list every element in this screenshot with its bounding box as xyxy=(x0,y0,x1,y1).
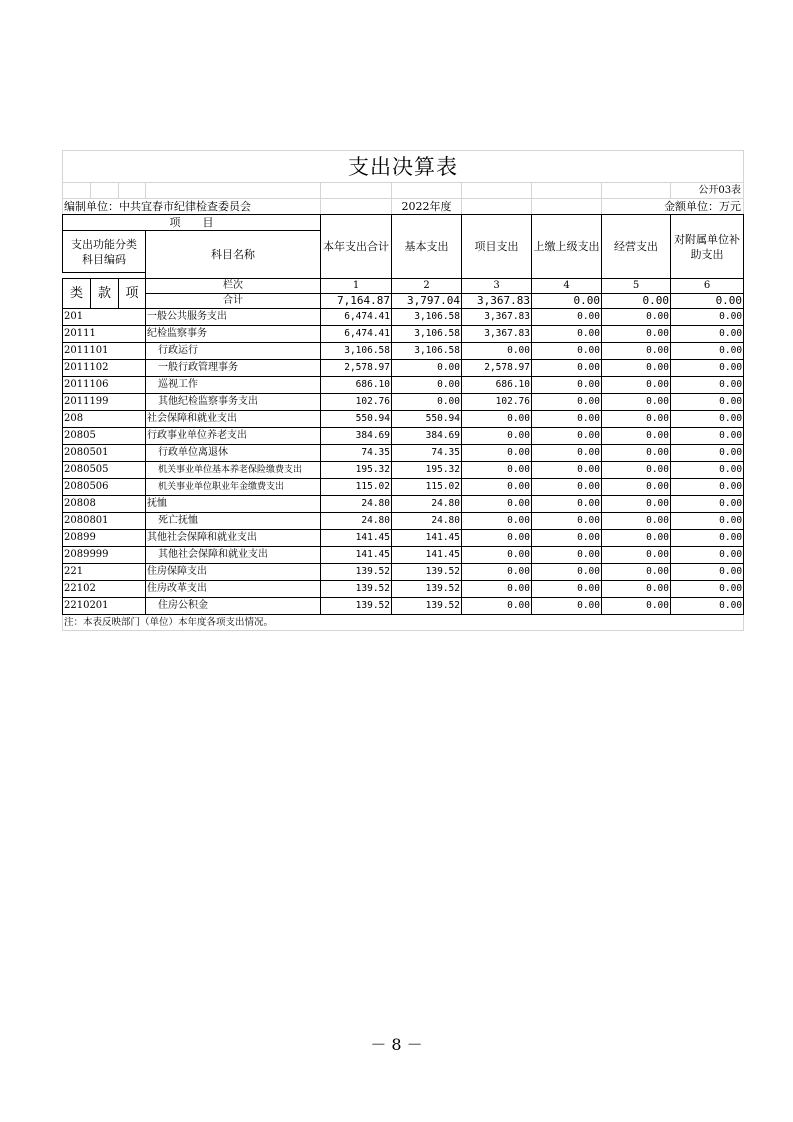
row-value: 141.45 xyxy=(321,547,392,564)
row-value: 0.00 xyxy=(602,326,671,343)
page-number: － 8 － xyxy=(370,1035,423,1054)
row-value: 102.76 xyxy=(462,394,532,411)
row-value: 139.52 xyxy=(321,581,392,598)
row-value: 0.00 xyxy=(532,394,602,411)
sum-label: 合计 xyxy=(146,294,321,309)
row-value: 0.00 xyxy=(462,598,532,615)
row-subject-name: 行政运行 xyxy=(146,343,321,360)
row-code: 2089999 xyxy=(63,547,146,564)
row-value: 0.00 xyxy=(602,496,671,513)
row-subject-name: 住房保障支出 xyxy=(146,564,321,581)
row-value: 74.35 xyxy=(392,445,462,462)
code-level-lei: 类 xyxy=(63,279,91,309)
row-value: 74.35 xyxy=(321,445,392,462)
row-value: 0.00 xyxy=(532,564,602,581)
table-row xyxy=(63,394,744,411)
row-value: 0.00 xyxy=(462,496,532,513)
row-value: 141.45 xyxy=(392,530,462,547)
row-value: 550.94 xyxy=(392,411,462,428)
code-level-kuan: 款 xyxy=(91,279,119,309)
table-title: 支出决算表 xyxy=(63,151,744,183)
row-value: 3,106.58 xyxy=(321,343,392,360)
sum-value: 7,164.87 xyxy=(321,294,392,309)
project-expense-header: 项目支出 xyxy=(462,215,532,279)
row-value: 141.45 xyxy=(392,547,462,564)
column-number: 3 xyxy=(462,279,532,294)
row-value: 3,106.58 xyxy=(392,309,462,326)
row-value: 0.00 xyxy=(671,326,744,343)
table-row xyxy=(63,428,744,445)
column-number: 4 xyxy=(532,279,602,294)
row-value: 141.45 xyxy=(321,530,392,547)
row-value: 0.00 xyxy=(532,496,602,513)
table-row xyxy=(63,377,744,394)
row-value: 0.00 xyxy=(392,377,462,394)
row-value: 0.00 xyxy=(602,513,671,530)
column-number: 6 xyxy=(671,279,744,294)
row-subject-name: 住房公积金 xyxy=(146,598,321,615)
row-subject-name: 机关事业单位职业年金缴费支出 xyxy=(146,479,321,496)
table-row xyxy=(63,564,744,581)
row-value: 0.00 xyxy=(532,445,602,462)
table-row xyxy=(63,530,744,547)
row-value: 24.80 xyxy=(321,496,392,513)
row-code: 2080501 xyxy=(63,445,146,462)
row-subject-name: 死亡抚恤 xyxy=(146,513,321,530)
row-value: 0.00 xyxy=(671,479,744,496)
row-value: 3,367.83 xyxy=(462,326,532,343)
row-value: 0.00 xyxy=(671,513,744,530)
row-subject-name: 住房改革支出 xyxy=(146,581,321,598)
row-value: 0.00 xyxy=(462,445,532,462)
row-value: 0.00 xyxy=(602,479,671,496)
total-header: 本年支出合计 xyxy=(321,215,392,279)
row-value: 686.10 xyxy=(462,377,532,394)
row-value: 0.00 xyxy=(532,428,602,445)
row-value: 0.00 xyxy=(671,343,744,360)
row-value: 0.00 xyxy=(532,462,602,479)
row-value: 686.10 xyxy=(321,377,392,394)
row-subject-name: 一般行政管理事务 xyxy=(146,360,321,377)
subsidiary-header: 对附属单位补助支出 xyxy=(671,215,744,279)
row-value: 0.00 xyxy=(602,411,671,428)
row-value: 550.94 xyxy=(321,411,392,428)
row-code: 2080505 xyxy=(63,462,146,479)
row-value: 139.52 xyxy=(392,564,462,581)
row-value: 0.00 xyxy=(532,360,602,377)
table-row xyxy=(63,326,744,343)
row-value: 0.00 xyxy=(602,598,671,615)
compiling-unit: 编制单位：中共宜春市纪律检查委员会 xyxy=(63,199,321,215)
row-value: 0.00 xyxy=(602,428,671,445)
row-code: 2210201 xyxy=(63,598,146,615)
row-value: 0.00 xyxy=(671,598,744,615)
row-code: 20808 xyxy=(63,496,146,513)
row-value: 0.00 xyxy=(602,343,671,360)
row-code: 2011102 xyxy=(63,360,146,377)
table-row xyxy=(63,343,744,360)
column-no-label: 栏次 xyxy=(146,279,321,294)
upper-level-header: 上缴上级支出 xyxy=(532,215,602,279)
row-value: 195.32 xyxy=(392,462,462,479)
row-value: 0.00 xyxy=(462,343,532,360)
row-value: 0.00 xyxy=(602,445,671,462)
currency-unit: 金额单位：万元 xyxy=(602,199,744,215)
row-subject-name: 抚恤 xyxy=(146,496,321,513)
row-code: 221 xyxy=(63,564,146,581)
table-row xyxy=(63,496,744,513)
row-subject-name: 行政事业单位养老支出 xyxy=(146,428,321,445)
row-value: 0.00 xyxy=(671,530,744,547)
sum-value: 0.00 xyxy=(671,294,744,309)
row-subject-name: 纪检监察事务 xyxy=(146,326,321,343)
row-value: 0.00 xyxy=(532,411,602,428)
row-subject-name: 巡视工作 xyxy=(146,377,321,394)
row-value: 24.80 xyxy=(321,513,392,530)
row-value: 6,474.41 xyxy=(321,309,392,326)
code-level-xiang: 项 xyxy=(119,279,146,309)
row-value: 0.00 xyxy=(462,547,532,564)
table-row xyxy=(63,581,744,598)
expenditure-table xyxy=(62,150,744,631)
row-value: 2,578.97 xyxy=(321,360,392,377)
row-value: 0.00 xyxy=(462,581,532,598)
row-subject-name: 机关事业单位基本养老保险缴费支出 xyxy=(146,462,321,479)
row-value: 0.00 xyxy=(671,411,744,428)
row-value: 0.00 xyxy=(462,564,532,581)
row-value: 0.00 xyxy=(532,309,602,326)
row-value: 384.69 xyxy=(321,428,392,445)
row-subject-name: 其他社会保障和就业支出 xyxy=(146,530,321,547)
form-number: 公开03表 xyxy=(671,183,744,199)
row-subject-name: 一般公共服务支出 xyxy=(146,309,321,326)
row-value: 0.00 xyxy=(602,581,671,598)
subject-name-header: 科目名称 xyxy=(146,231,321,279)
row-value: 139.52 xyxy=(392,581,462,598)
row-value: 195.32 xyxy=(321,462,392,479)
row-subject-name: 其他社会保障和就业支出 xyxy=(146,547,321,564)
row-value: 0.00 xyxy=(671,462,744,479)
row-value: 0.00 xyxy=(602,360,671,377)
row-value: 0.00 xyxy=(671,496,744,513)
row-value: 0.00 xyxy=(532,547,602,564)
row-value: 115.02 xyxy=(392,479,462,496)
table-row xyxy=(63,462,744,479)
row-value: 139.52 xyxy=(392,598,462,615)
row-value: 0.00 xyxy=(462,462,532,479)
row-value: 0.00 xyxy=(671,581,744,598)
row-value: 0.00 xyxy=(671,377,744,394)
row-value: 0.00 xyxy=(462,530,532,547)
row-value: 3,367.83 xyxy=(462,309,532,326)
row-value: 3,106.58 xyxy=(392,326,462,343)
row-value: 0.00 xyxy=(671,360,744,377)
row-code: 2011199 xyxy=(63,394,146,411)
row-value: 0.00 xyxy=(392,394,462,411)
row-value: 0.00 xyxy=(671,428,744,445)
row-value: 0.00 xyxy=(671,309,744,326)
row-code: 201 xyxy=(63,309,146,326)
row-value: 0.00 xyxy=(532,377,602,394)
row-subject-name: 其他纪检监察事务支出 xyxy=(146,394,321,411)
row-value: 0.00 xyxy=(532,530,602,547)
row-value: 0.00 xyxy=(532,479,602,496)
row-code: 20805 xyxy=(63,428,146,445)
project-header: 项 目 xyxy=(63,215,321,231)
row-code: 2011101 xyxy=(63,343,146,360)
table-note: 注：本表反映部门（单位）本年度各项支出情况。 xyxy=(63,615,744,631)
function-code-header: 支出功能分类科目编码 xyxy=(63,231,146,273)
row-value: 0.00 xyxy=(532,581,602,598)
row-value: 0.00 xyxy=(532,326,602,343)
row-value: 24.80 xyxy=(392,513,462,530)
sum-value: 0.00 xyxy=(532,294,602,309)
table-row xyxy=(63,309,744,326)
row-value: 384.69 xyxy=(392,428,462,445)
row-value: 0.00 xyxy=(602,394,671,411)
row-value: 0.00 xyxy=(462,513,532,530)
row-value: 139.52 xyxy=(321,598,392,615)
table-row xyxy=(63,445,744,462)
row-subject-name: 行政单位离退休 xyxy=(146,445,321,462)
row-value: 102.76 xyxy=(321,394,392,411)
row-value: 0.00 xyxy=(602,309,671,326)
row-value: 0.00 xyxy=(602,377,671,394)
row-code: 2080801 xyxy=(63,513,146,530)
business-header: 经营支出 xyxy=(602,215,671,279)
row-code: 2011106 xyxy=(63,377,146,394)
table-row xyxy=(63,360,744,377)
table-row xyxy=(63,547,744,564)
row-value: 0.00 xyxy=(462,428,532,445)
row-code: 20111 xyxy=(63,326,146,343)
row-value: 6,474.41 xyxy=(321,326,392,343)
row-value: 0.00 xyxy=(602,547,671,564)
row-value: 0.00 xyxy=(532,513,602,530)
row-value: 0.00 xyxy=(392,360,462,377)
expenditure-sheet xyxy=(62,150,743,631)
row-value: 0.00 xyxy=(532,343,602,360)
row-value: 0.00 xyxy=(462,411,532,428)
table-row xyxy=(63,513,744,530)
table-row xyxy=(63,411,744,428)
row-value: 139.52 xyxy=(321,564,392,581)
row-value: 0.00 xyxy=(671,547,744,564)
fiscal-year: 2022年度 xyxy=(392,199,462,215)
row-value: 0.00 xyxy=(602,530,671,547)
row-value: 0.00 xyxy=(671,394,744,411)
column-number: 1 xyxy=(321,279,392,294)
sum-value: 3,797.04 xyxy=(392,294,462,309)
sum-value: 0.00 xyxy=(602,294,671,309)
row-code: 20899 xyxy=(63,530,146,547)
row-value: 24.80 xyxy=(392,496,462,513)
row-subject-name: 社会保障和就业支出 xyxy=(146,411,321,428)
row-value: 0.00 xyxy=(671,445,744,462)
row-value: 0.00 xyxy=(532,598,602,615)
row-value: 3,106.58 xyxy=(392,343,462,360)
row-code: 2080506 xyxy=(63,479,146,496)
row-value: 0.00 xyxy=(671,564,744,581)
row-value: 115.02 xyxy=(321,479,392,496)
row-code: 22102 xyxy=(63,581,146,598)
row-code: 208 xyxy=(63,411,146,428)
sum-value: 3,367.83 xyxy=(462,294,532,309)
row-value: 2,578.97 xyxy=(462,360,532,377)
table-row xyxy=(63,479,744,496)
row-value: 0.00 xyxy=(602,564,671,581)
column-number: 5 xyxy=(602,279,671,294)
row-value: 0.00 xyxy=(602,462,671,479)
basic-header: 基本支出 xyxy=(392,215,462,279)
row-value: 0.00 xyxy=(462,479,532,496)
column-number: 2 xyxy=(392,279,462,294)
table-row xyxy=(63,598,744,615)
